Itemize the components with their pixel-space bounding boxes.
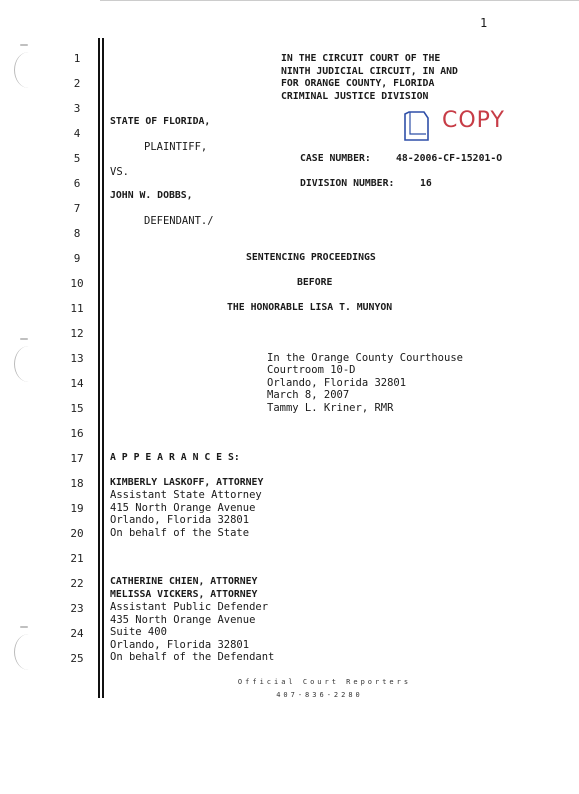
state-counsel-address2: Orlando, Florida 32801: [110, 514, 250, 526]
punch-hole-top: [6, 44, 36, 94]
line-number: 20: [70, 527, 84, 540]
line-number: 19: [70, 502, 84, 515]
punch-hole-middle: [6, 338, 36, 388]
case-number-label: CASE NUMBER:: [300, 153, 371, 164]
line-number: 11: [70, 302, 84, 315]
venue-line4: March 8, 2007: [267, 389, 350, 401]
venue-line5: Tammy L. Kriner, RMR: [267, 402, 394, 414]
defense-counsel-behalf: On behalf of the Defendant: [110, 651, 275, 663]
case-number-value: 48-2006-CF-15201-O: [396, 153, 503, 164]
line-number: 7: [73, 202, 81, 215]
line-number: 14: [70, 377, 84, 390]
proceedings-before: BEFORE: [297, 277, 333, 288]
venue-line1: In the Orange County Courthouse: [267, 352, 463, 364]
line-number: 1: [73, 52, 81, 65]
footer-reporters: Official Court Reporters: [237, 678, 412, 686]
defense-counsel-address3: Orlando, Florida 32801: [110, 639, 250, 651]
appearances-heading: A P P E A R A N C E S:: [110, 452, 240, 463]
line-number: 24: [70, 627, 84, 640]
footer-phone: 407-836-2280: [276, 691, 363, 699]
line-number: 22: [70, 577, 84, 590]
copy-stamp-text: COPY: [442, 108, 505, 133]
plaintiff-label: PLAINTIFF,: [144, 141, 208, 153]
defense-counsel-title: Assistant Public Defender: [110, 601, 269, 613]
court-heading-line4: CRIMINAL JUSTICE DIVISION: [281, 91, 429, 102]
line-number: 15: [70, 402, 84, 415]
line-number: 3: [73, 102, 81, 115]
line-number: 6: [73, 177, 81, 190]
venue-line2: Courtroom 10-D: [267, 364, 356, 376]
defendant-name: JOHN W. DOBBS,: [110, 190, 193, 201]
state-counsel-title: Assistant State Attorney: [110, 489, 262, 501]
copy-stamp-icon: [402, 110, 432, 142]
defense-counsel-address1: 435 North Orange Avenue: [110, 614, 256, 626]
proceedings-title: SENTENCING PROCEEDINGS: [246, 252, 376, 263]
defense-counsel-name1: CATHERINE CHIEN, ATTORNEY: [110, 576, 258, 587]
margin-rule-left: [98, 38, 100, 698]
division-number-value: 16: [420, 178, 432, 189]
plaintiff-name: STATE OF FLORIDA,: [110, 116, 211, 127]
line-number: 4: [73, 127, 81, 140]
page-top-border: [100, 0, 579, 1]
state-counsel-behalf: On behalf of the State: [110, 527, 250, 539]
line-number: 8: [73, 227, 81, 240]
state-counsel-address1: 415 North Orange Avenue: [110, 502, 256, 514]
line-number: 2: [73, 77, 81, 90]
state-counsel-name: KIMBERLY LASKOFF, ATTORNEY: [110, 477, 264, 488]
line-number: 16: [70, 427, 84, 440]
versus: VS.: [110, 166, 129, 178]
line-number: 18: [70, 477, 84, 490]
line-number: 10: [70, 277, 84, 290]
defendant-label: DEFENDANT./: [144, 215, 214, 227]
punch-hole-bottom: [6, 626, 36, 676]
margin-rule-right: [102, 38, 104, 698]
line-number: 25: [70, 652, 84, 665]
defense-counsel-name2: MELISSA VICKERS, ATTORNEY: [110, 589, 258, 600]
line-number: 5: [73, 152, 81, 165]
court-heading-line1: IN THE CIRCUIT COURT OF THE: [281, 53, 441, 64]
defense-counsel-address2: Suite 400: [110, 626, 167, 638]
line-number: 13: [70, 352, 84, 365]
venue-line3: Orlando, Florida 32801: [267, 377, 407, 389]
line-number: 21: [70, 552, 84, 565]
line-number: 17: [70, 452, 84, 465]
line-number: 9: [73, 252, 81, 265]
court-heading-line3: FOR ORANGE COUNTY, FLORIDA: [281, 78, 435, 89]
line-number: 23: [70, 602, 84, 615]
division-number-label: DIVISION NUMBER:: [300, 178, 395, 189]
page-number: 1: [480, 16, 488, 30]
court-heading-line2: NINTH JUDICIAL CIRCUIT, IN AND: [281, 66, 458, 77]
line-number: 12: [70, 327, 84, 340]
proceedings-judge: THE HONORABLE LISA T. MUNYON: [227, 302, 393, 313]
